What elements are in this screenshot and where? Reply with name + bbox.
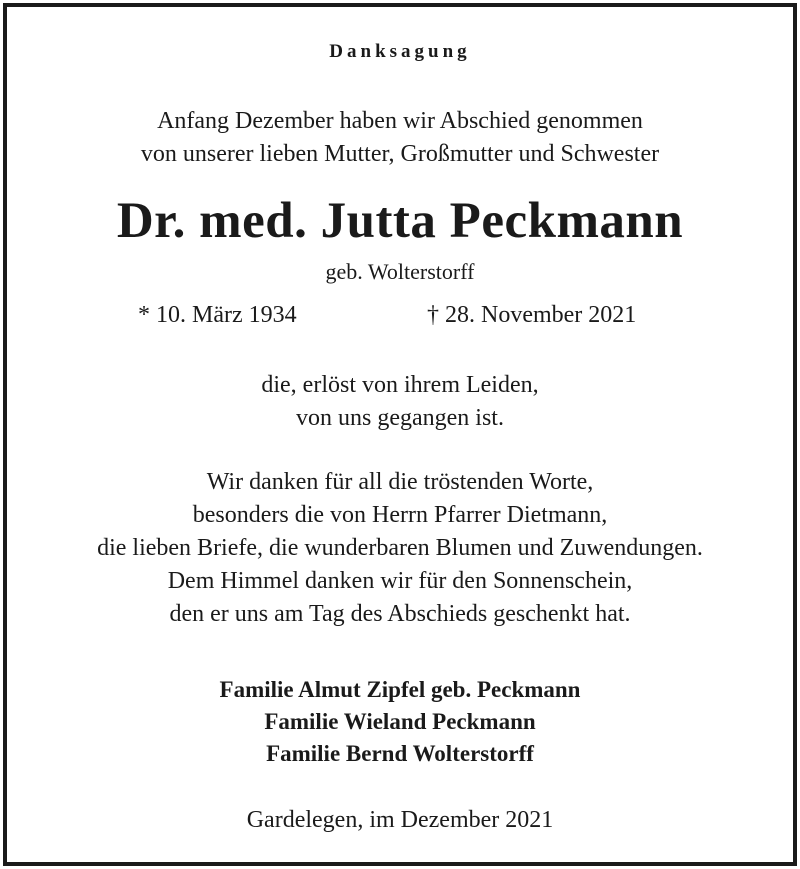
family-name: Familie Wieland Peckmann — [264, 709, 536, 734]
maiden-name: geb. Wolterstorff — [325, 259, 475, 284]
thanks-line: besonders die von Herrn Pfarrer Dietmann, — [192, 502, 608, 528]
birth-date: * 10. März 1934 — [138, 302, 297, 328]
intro-text — [7, 105, 793, 171]
notice-frame — [3, 3, 797, 866]
thanks-line: die lieben Briefe, die wunderbaren Blumen und Zuwendungen. — [97, 535, 703, 561]
passing-line: die, erlöst von ihrem Leiden, — [261, 372, 539, 398]
deceased-name: Dr. med. Jutta Peckmann — [116, 193, 684, 249]
thanks-line: den er uns am Tag des Abschieds geschenkt hat. — [169, 601, 631, 627]
death-date: † 28. November 2021 — [427, 302, 637, 328]
notice-heading: Danksagung — [329, 41, 471, 62]
thanks-line: Wir danken für all die tröstenden Worte, — [206, 469, 594, 495]
intro-line: von unserer lieben Mutter, Großmutter und Schwester — [140, 141, 660, 167]
family-name: Familie Bernd Wolterstorff — [266, 741, 534, 766]
passing-line: von uns gegangen ist. — [296, 405, 504, 431]
family-name: Familie Almut Zipfel geb. Peckmann — [219, 677, 581, 702]
family-signatures — [7, 674, 793, 770]
thanks-text — [7, 466, 793, 631]
passing-text — [7, 369, 793, 435]
intro-line: Anfang Dezember haben wir Abschied genommen — [157, 108, 643, 134]
place-and-date: Gardelegen, im Dezember 2021 — [246, 807, 554, 833]
thanks-line: Dem Himmel danken wir für den Sonnenschein, — [167, 568, 633, 594]
